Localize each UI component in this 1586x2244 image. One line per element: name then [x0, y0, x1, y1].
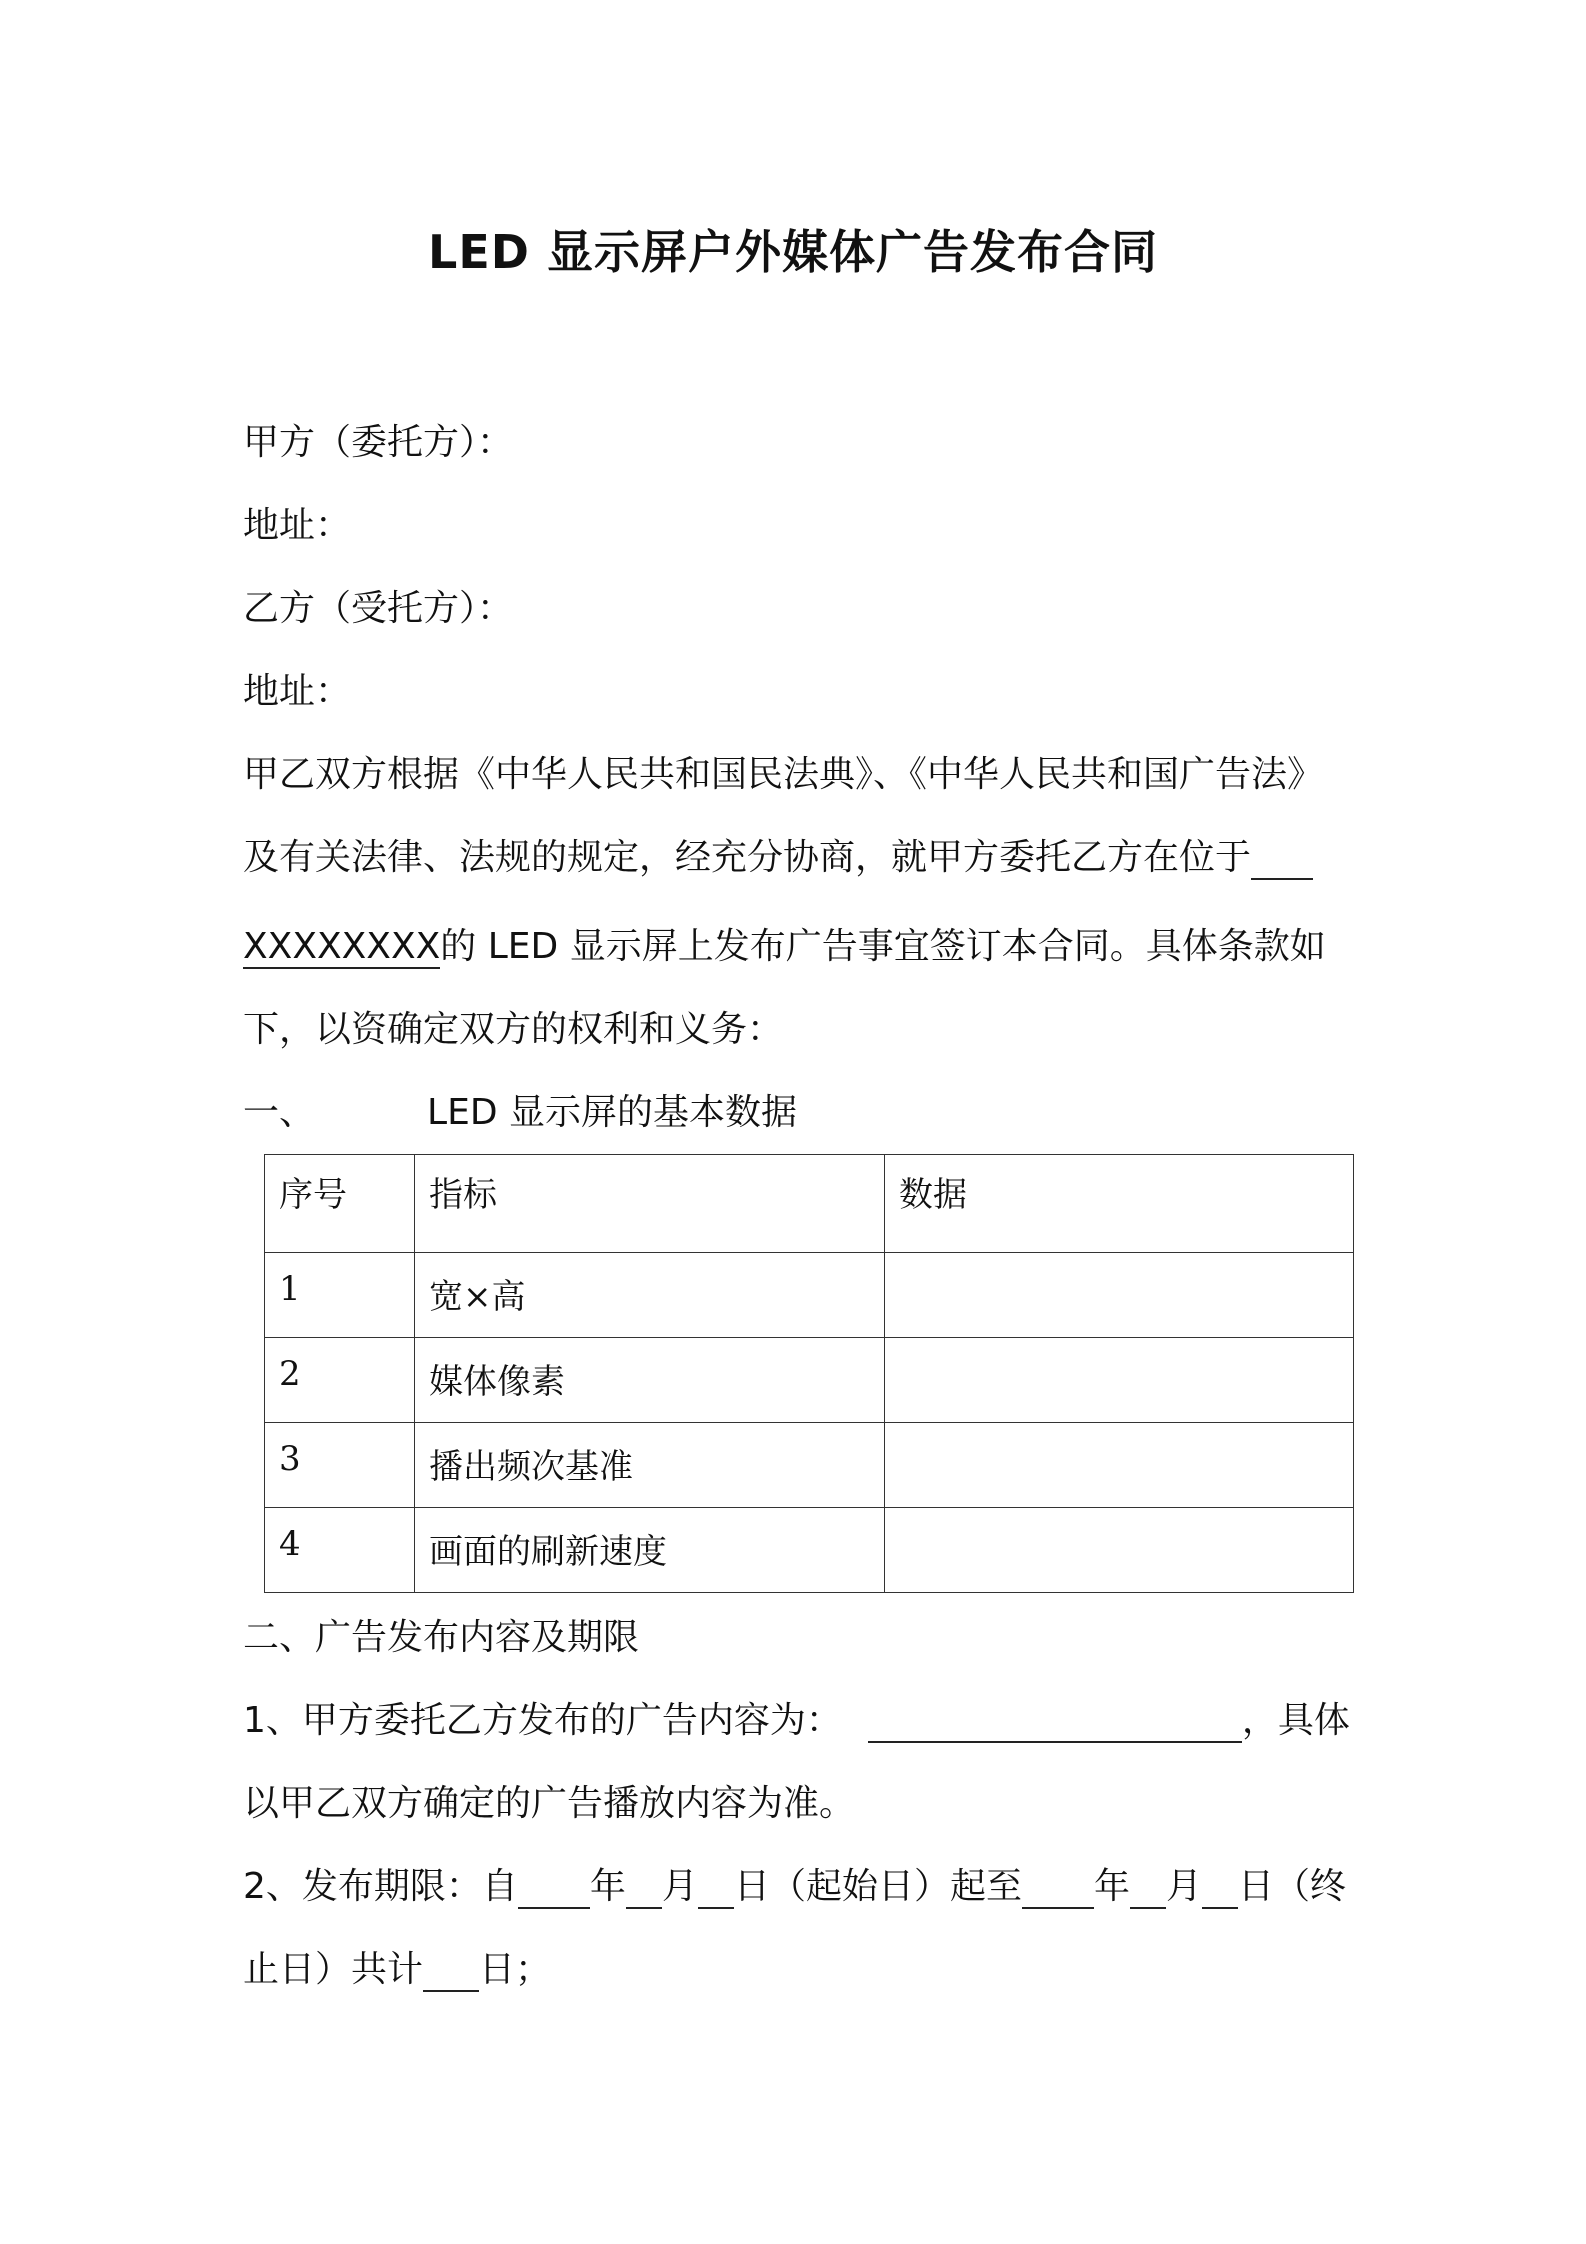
section-1-title: LED 显示屏的基本数据	[427, 1092, 797, 1133]
party-b-address-label: 地址：	[243, 671, 352, 712]
table-row	[265, 1423, 1354, 1508]
clause-1-prefix: 1、甲方委托乙方发布的广告内容为：	[243, 1700, 842, 1741]
section-1-number: 一、	[243, 1092, 316, 1133]
led-spec-table	[264, 1154, 1354, 1593]
header-indicator: 指标	[415, 1155, 885, 1253]
table-header-row	[265, 1155, 1354, 1253]
intro-line-1: 甲乙双方根据《中华人民共和国民法典》、《中华人民共和国广告法》	[243, 754, 1324, 795]
row-indicator: 宽×高	[415, 1253, 885, 1338]
ad-content-blank-underline	[868, 1697, 1242, 1743]
start-year-blank	[518, 1863, 590, 1909]
row-indicator: 播出频次基准	[415, 1423, 885, 1508]
clause-1-suffix: ，具体	[1241, 1700, 1350, 1741]
row-indicator: 画面的刷新速度	[415, 1508, 885, 1593]
row-index: 1	[265, 1253, 415, 1338]
row-value	[885, 1253, 1354, 1338]
row-index: 4	[265, 1508, 415, 1593]
clause-1-line-2: 以甲乙双方确定的广告播放内容为准。	[243, 1783, 856, 1824]
end-month-blank	[1130, 1863, 1166, 1909]
end-year-label: 年	[1093, 1866, 1130, 1907]
end-day-blank	[1202, 1863, 1238, 1909]
row-index: 2	[265, 1338, 415, 1423]
row-indicator: 媒体像素	[415, 1338, 885, 1423]
clause-2-line-1	[243, 1858, 1346, 1909]
location-placeholder: XXXXXXXX	[243, 926, 441, 967]
party-b-label: 乙方（受托方）：	[243, 588, 514, 629]
start-month-label: 月	[661, 1866, 698, 1907]
intro-line-3	[243, 918, 1326, 969]
row-value	[885, 1338, 1354, 1423]
table-row	[265, 1338, 1354, 1423]
total-days-blank	[423, 1946, 479, 1992]
header-data: 数据	[885, 1155, 1354, 1253]
row-index: 3	[265, 1423, 415, 1508]
row-value	[885, 1508, 1354, 1593]
clause-2-line-2-suffix: 日；	[479, 1949, 552, 1990]
start-year-label: 年	[589, 1866, 626, 1907]
table-row	[265, 1508, 1354, 1593]
party-a-address-label: 地址：	[243, 505, 352, 546]
document-title: LED 显示屏户外媒体广告发布合同	[428, 225, 1158, 279]
clause-2-line-2-prefix: 止日）共计	[243, 1949, 424, 1990]
start-day-blank	[698, 1863, 734, 1909]
clause-1-line-1	[243, 1692, 1350, 1743]
end-month-label: 月	[1165, 1866, 1202, 1907]
header-index: 序号	[265, 1155, 415, 1253]
section-1-heading	[243, 1084, 797, 1135]
clause-2-prefix: 2、发布期限：自	[243, 1866, 518, 1907]
intro-line-2	[243, 829, 1313, 880]
row-value	[885, 1423, 1354, 1508]
intro-line-4: 下，以资确定双方的权利和义务：	[243, 1009, 784, 1050]
location-blank-underline	[1251, 834, 1313, 880]
end-year-blank	[1022, 1863, 1094, 1909]
party-a-label: 甲方（委托方）：	[243, 422, 514, 463]
start-month-blank	[626, 1863, 662, 1909]
start-day-label: 日（起始日）起至	[733, 1866, 1022, 1907]
clause-2-line-2	[243, 1941, 551, 1992]
intro-line-2-text: 及有关法律、法规的规定，经充分协商，就甲方委托乙方在位于	[243, 837, 1252, 878]
table-row	[265, 1253, 1354, 1338]
section-2-heading: 二、广告发布内容及期限	[243, 1617, 640, 1658]
end-day-label: 日（终	[1237, 1866, 1346, 1907]
intro-line-3-text: 的 LED 显示屏上发布广告事宜签订本合同。具体条款如	[440, 926, 1326, 967]
